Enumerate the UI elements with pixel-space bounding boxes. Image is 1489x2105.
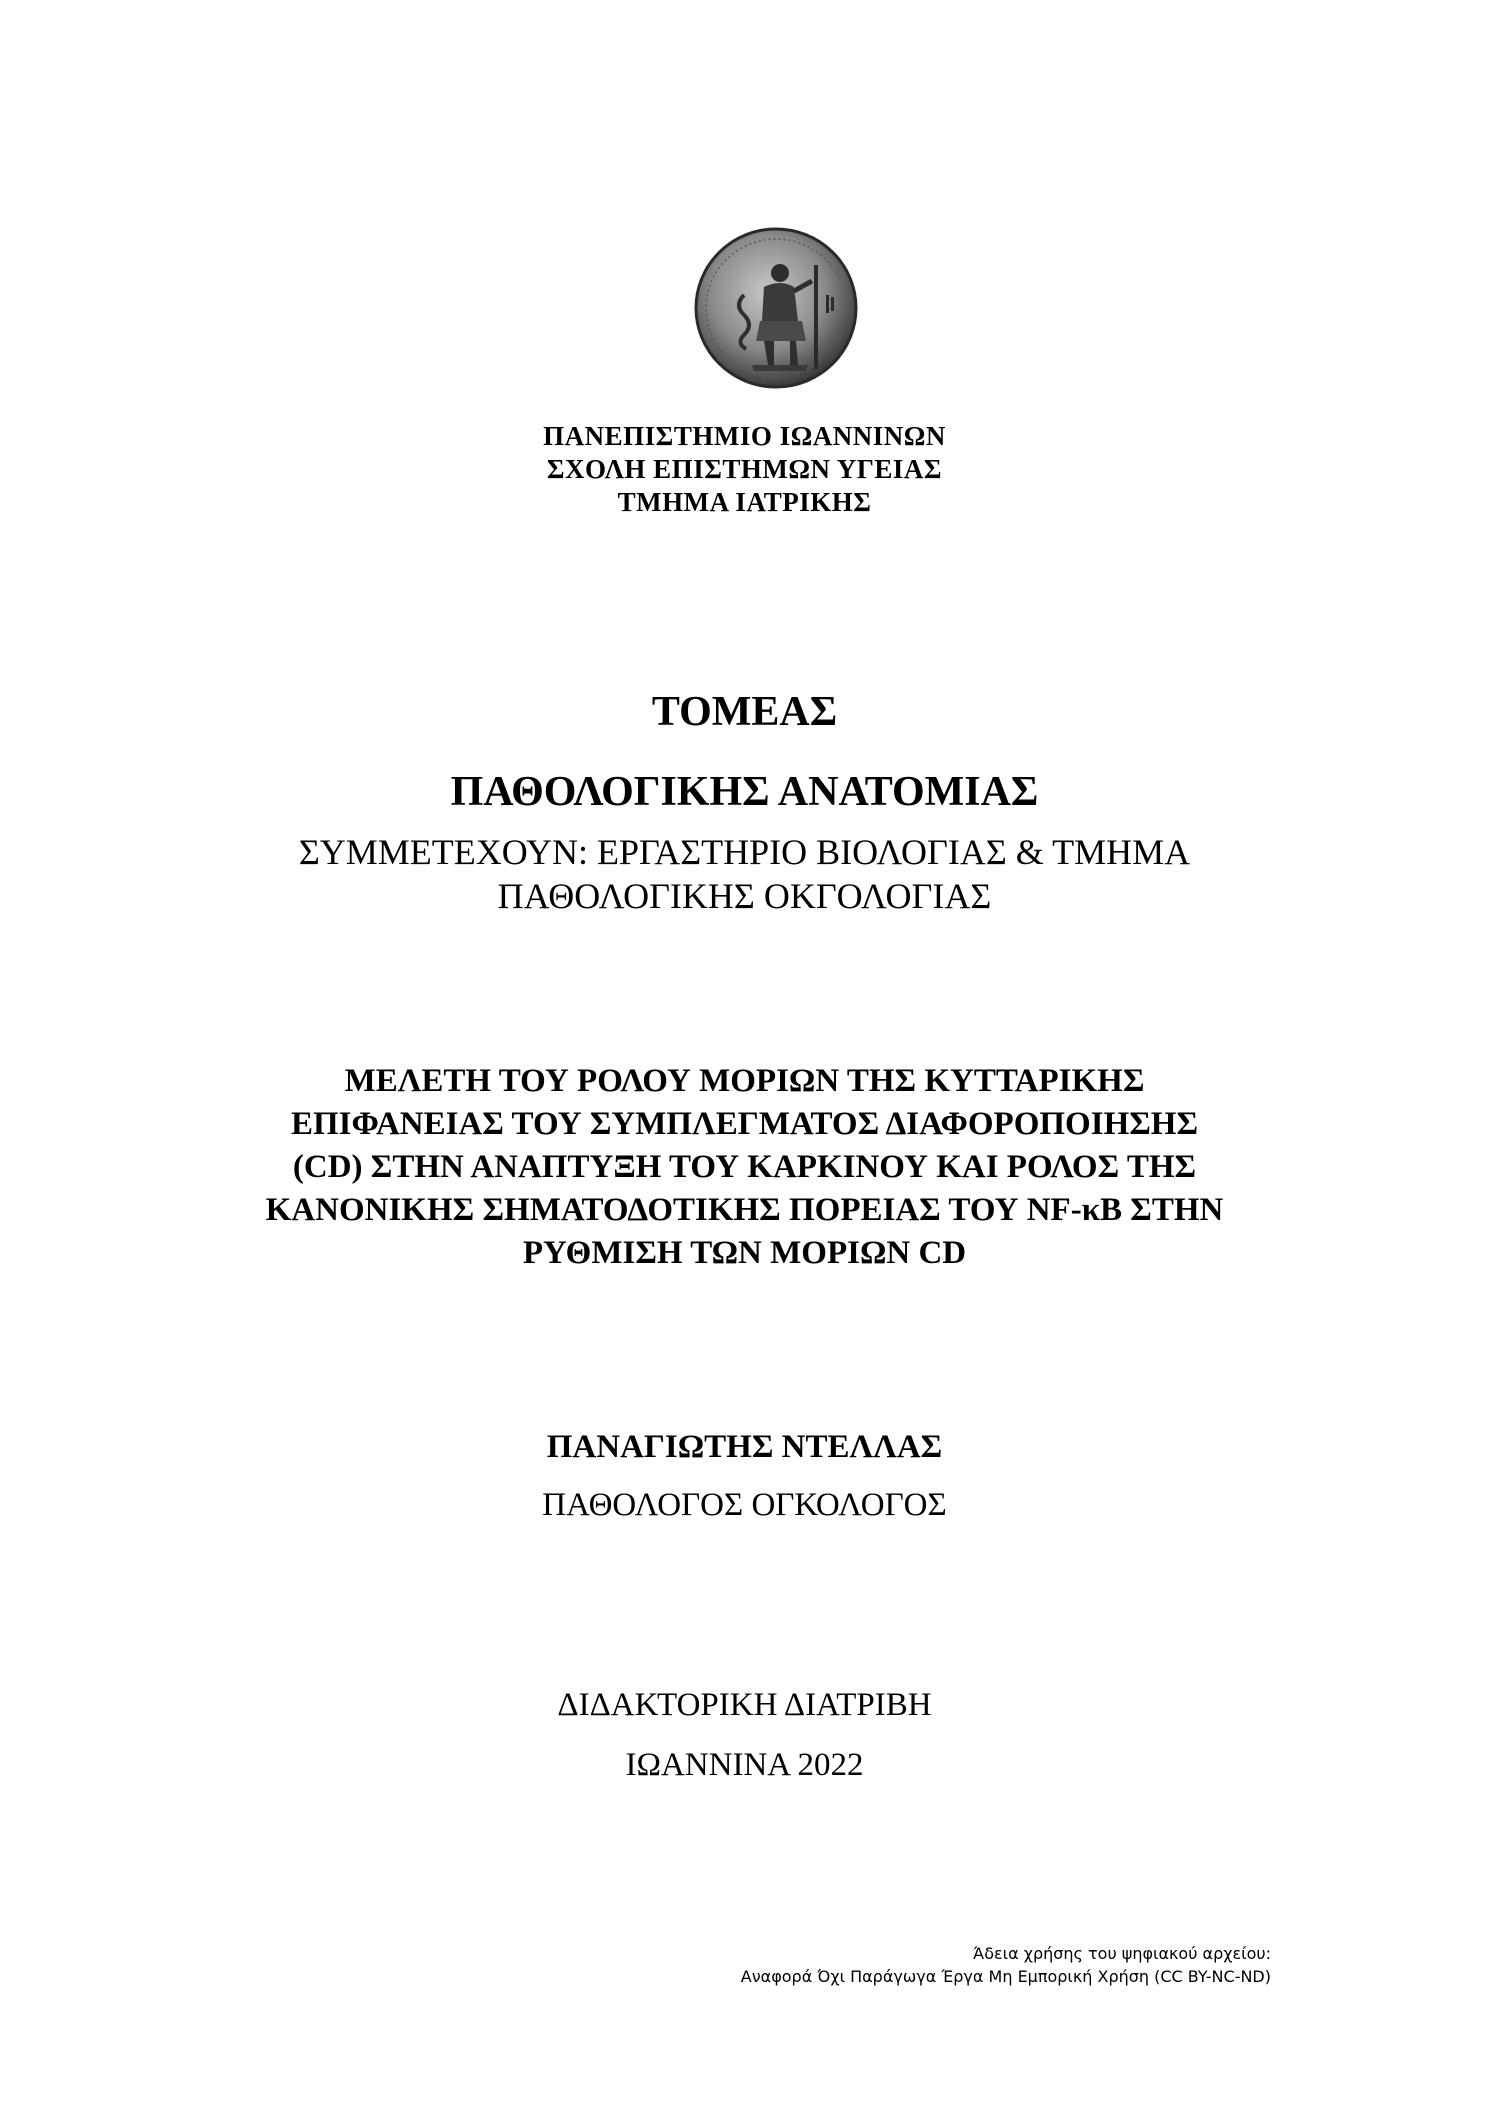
participants-line-1: ΣΥΜΜΕΤΕΧΟΥΝ: ΕΡΓΑΣΤΗΡΙΟ ΒΙΟΛΟΓΙΑΣ & ΤΜΗΜΑ	[298, 832, 1191, 872]
place-and-year: ΙΩΑΝΝΙΝΑ 2022	[625, 1747, 864, 1783]
thesis-title-line-5: ΡΥΘΜΙΣΗ ΤΩΝ ΜΟΡΙΩΝ CD	[522, 1235, 967, 1271]
university-header	[0, 420, 1489, 519]
thesis-title-line-1: ΜΕΛΕΤΗ ΤΟΥ ΡΟΛΟΥ ΜΟΡΙΩΝ ΤΗΣ ΚΥΤΤΑΡΙΚΗΣ	[344, 1063, 1145, 1099]
license-line-2: Αναφορά Όχι Παράγωγα Έργα Μη Εμπορική Χρήση (CC BY-NC-ND)	[740, 1967, 1271, 1986]
document-type: ΔΙΔΑΚΤΟΡΙΚΗ ΔΙΑΤΡΙΒΗ	[557, 1687, 932, 1723]
school-name: ΣΧΟΛΗ ΕΠΙΣΤΗΜΩΝ ΥΓΕΙΑΣ	[546, 454, 943, 484]
author-name: ΠΑΝΑΓΙΩΤΗΣ ΝΤΕΛΛΑΣ	[546, 1429, 943, 1465]
participants-line-2: ΠΑΘΟΛΟΓΙΚΗΣ ΟΚΓΟΛΟΓΙΑΣ	[497, 876, 992, 916]
sector-label: ΤΟΜΕΑΣ	[651, 689, 838, 735]
department-name: ΤΜΗΜΑ ΙΑΤΡΙΚΗΣ	[617, 487, 872, 517]
participants-note	[0, 830, 1489, 918]
thesis-title-line-2: ΕΠΙΦΑΝΕΙΑΣ ΤΟΥ ΣΥΜΠΛΕΓΜΑΤΟΣ ΔΙΑΦΟΡΟΠΟΙΗΣΗΣ	[290, 1106, 1199, 1142]
thesis-title-line-4: ΚΑΝΟΝΙΚΗΣ ΣΗΜΑΤΟΔΟΤΙΚΗΣ ΠΟΡΕΙΑΣ ΤΟΥ NF-κB ΣΤΗΝ	[265, 1192, 1224, 1228]
sector-heading	[0, 672, 1489, 832]
thesis-title-line-3: (CD) ΣΤΗΝ ΑΝΑΠΤΥΞΗ ΤΟΥ ΚΑΡΚΙΝΟΥ ΚΑΙ ΡΟΛΟΣ ΤΗΣ	[292, 1149, 1197, 1185]
sector-name: ΠΑΘΟΛΟΓΙΚΗΣ ΑΝΑΤΟΜΙΑΣ	[450, 769, 1039, 815]
license-note	[741, 1942, 1271, 1988]
author-role: ΠΑΘΟΛΟΓΟΣ ΟΓΚΟΛΟΓΟΣ	[542, 1487, 947, 1523]
university-name: ΠΑΝΕΠΙΣΤΗΜΙΟ ΙΩΑΝΝΙΝΩΝ	[543, 421, 946, 451]
thesis-title	[0, 1060, 1489, 1275]
university-seal-icon	[694, 225, 859, 390]
license-line-1: Άδεια χρήσης του ψηφιακού αρχείου:	[973, 1944, 1271, 1963]
